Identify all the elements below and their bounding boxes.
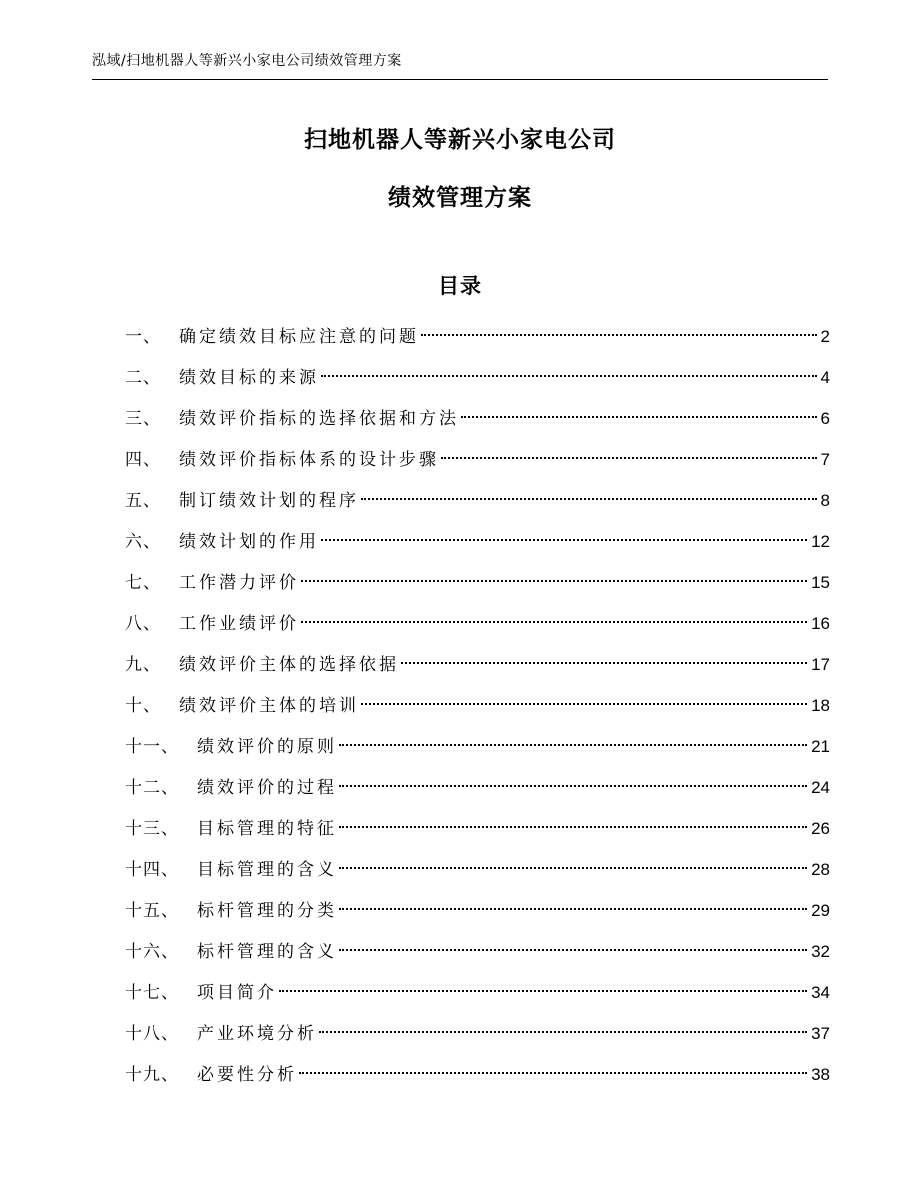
- toc-entry-label: 绩效目标的来源: [179, 368, 319, 388]
- toc-dot-leader: [441, 457, 817, 459]
- toc-entry[interactable]: [125, 609, 830, 650]
- toc-entry-number: 三、: [125, 409, 161, 429]
- toc-entry-label: 工作潜力评价: [179, 573, 299, 593]
- toc-entry-label: 工作业绩评价: [179, 614, 299, 634]
- toc-dot-leader: [339, 867, 807, 869]
- toc-entry-label: 绩效评价指标体系的设计步骤: [179, 450, 439, 470]
- toc-entry-number: 七、: [125, 573, 161, 593]
- toc-entry-number: 十三、: [125, 819, 179, 839]
- toc-entry[interactable]: [125, 978, 830, 1019]
- toc-entry[interactable]: [125, 404, 830, 445]
- toc-entry-label: 产业环境分析: [197, 1024, 317, 1044]
- toc-entry-page-number: 12: [811, 532, 830, 551]
- toc-entry[interactable]: [125, 527, 830, 568]
- toc-entry-label: 确定绩效目标应注意的问题: [179, 327, 419, 347]
- toc-entry[interactable]: [125, 650, 830, 691]
- toc-entry-page-number: 34: [811, 983, 830, 1002]
- toc-entry-page-number: 2: [820, 327, 830, 346]
- toc-dot-leader: [461, 416, 817, 418]
- toc-entry-page-number: 26: [811, 819, 830, 838]
- toc-entry[interactable]: [125, 363, 830, 404]
- toc-entry-page-number: 21: [811, 737, 830, 756]
- toc-entry-number: 六、: [125, 532, 161, 552]
- toc-entry[interactable]: [125, 1019, 830, 1060]
- toc-entry[interactable]: [125, 732, 830, 773]
- toc-entry[interactable]: [125, 445, 830, 486]
- toc-entry-label: 绩效计划的作用: [179, 532, 319, 552]
- toc-dot-leader: [339, 785, 807, 787]
- toc-entry[interactable]: [125, 486, 830, 527]
- toc-entry-label: 标杆管理的含义: [197, 942, 337, 962]
- toc-entry-page-number: 38: [811, 1065, 830, 1084]
- toc-entry-label: 绩效评价的过程: [197, 778, 337, 798]
- toc-entry-number: 八、: [125, 614, 161, 634]
- toc-heading: 目录: [438, 274, 482, 298]
- toc-entry-number: 九、: [125, 655, 161, 675]
- toc-entry[interactable]: [125, 691, 830, 732]
- toc-entry-label: 项目简介: [197, 983, 277, 1003]
- toc-entry-number: 十六、: [125, 942, 179, 962]
- toc-entry-number: 十八、: [125, 1024, 179, 1044]
- toc-entry[interactable]: [125, 855, 830, 896]
- toc-entry-page-number: 29: [811, 901, 830, 920]
- toc-dot-leader: [299, 1072, 807, 1074]
- toc-entry-label: 目标管理的含义: [197, 860, 337, 880]
- toc-dot-leader: [339, 744, 807, 746]
- toc-entry-label: 绩效评价的原则: [197, 737, 337, 757]
- toc-entry-number: 十七、: [125, 983, 179, 1003]
- toc-entry[interactable]: [125, 814, 830, 855]
- toc-entry-page-number: 32: [811, 942, 830, 961]
- toc-entry-label: 绩效评价主体的选择依据: [179, 655, 399, 675]
- toc-dot-leader: [301, 621, 807, 623]
- toc-entry[interactable]: [125, 322, 830, 363]
- toc-entry-label: 标杆管理的分类: [197, 901, 337, 921]
- toc-dot-leader: [339, 949, 807, 951]
- toc-entry[interactable]: [125, 568, 830, 609]
- toc-entry-page-number: 28: [811, 860, 830, 879]
- toc-dot-leader: [321, 539, 807, 541]
- toc-entry[interactable]: [125, 896, 830, 937]
- toc-entry-page-number: 6: [820, 409, 830, 428]
- toc-entry-page-number: 8: [820, 491, 830, 510]
- running-header: 泓域/扫地机器人等新兴小家电公司绩效管理方案: [92, 52, 828, 80]
- toc-dot-leader: [361, 703, 807, 705]
- toc-entry-label: 绩效评价指标的选择依据和方法: [179, 409, 459, 429]
- toc-dot-leader: [319, 1031, 807, 1033]
- document-subtitle: 绩效管理方案: [388, 185, 532, 211]
- toc-entry-number: 十一、: [125, 737, 179, 757]
- toc-entry-page-number: 16: [811, 614, 830, 633]
- table-of-contents: [125, 322, 830, 1101]
- toc-dot-leader: [401, 662, 807, 664]
- toc-entry-number: 四、: [125, 450, 161, 470]
- toc-entry-page-number: 37: [811, 1024, 830, 1043]
- toc-dot-leader: [339, 908, 807, 910]
- toc-dot-leader: [279, 990, 807, 992]
- toc-entry-page-number: 7: [820, 450, 830, 469]
- toc-entry[interactable]: [125, 773, 830, 814]
- toc-entry-page-number: 4: [820, 368, 830, 387]
- toc-entry-number: 十五、: [125, 901, 179, 921]
- toc-entry-label: 制订绩效计划的程序: [179, 491, 359, 511]
- toc-entry-number: 五、: [125, 491, 161, 511]
- toc-entry-label: 绩效评价主体的培训: [179, 696, 359, 716]
- toc-entry-number: 十、: [125, 696, 161, 716]
- toc-dot-leader: [361, 498, 817, 500]
- toc-dot-leader: [321, 375, 817, 377]
- toc-entry-label: 目标管理的特征: [197, 819, 337, 839]
- toc-entry[interactable]: [125, 937, 830, 978]
- toc-entry-number: 十四、: [125, 860, 179, 880]
- toc-dot-leader: [339, 826, 807, 828]
- toc-entry-number: 一、: [125, 327, 161, 347]
- toc-dot-leader: [421, 334, 817, 336]
- toc-entry-page-number: 18: [811, 696, 830, 715]
- toc-entry-number: 十二、: [125, 778, 179, 798]
- toc-entry-number: 二、: [125, 368, 161, 388]
- toc-entry-label: 必要性分析: [197, 1065, 297, 1085]
- toc-entry-page-number: 15: [811, 573, 830, 592]
- toc-entry-page-number: 24: [811, 778, 830, 797]
- toc-dot-leader: [301, 580, 807, 582]
- toc-entry[interactable]: [125, 1060, 830, 1101]
- toc-entry-page-number: 17: [811, 655, 830, 674]
- toc-entry-number: 十九、: [125, 1065, 179, 1085]
- document-title: 扫地机器人等新兴小家电公司: [304, 127, 616, 153]
